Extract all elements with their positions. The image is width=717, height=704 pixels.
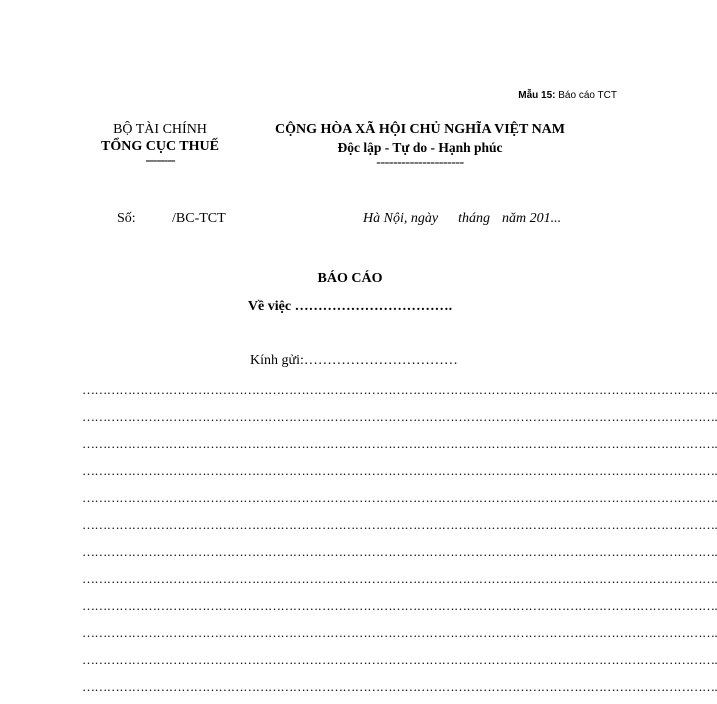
body-line: ………………………………………………………………………………………………………………………………………. bbox=[82, 652, 717, 667]
form-label-code: Mẫu 15: bbox=[518, 90, 556, 101]
country-name: CỘNG HÒA XÃ HỘI CHỦ NGHĨA VIỆT NAM bbox=[274, 122, 565, 137]
form-label-text: Báo cáo TCT bbox=[558, 90, 617, 101]
recipient-line: Kính gửi:…………………………… bbox=[250, 353, 458, 368]
body-text-area bbox=[82, 380, 717, 704]
body-line: ………………………………………………………………………………………………………………………………………. bbox=[82, 382, 717, 397]
national-header bbox=[270, 121, 570, 169]
body-line: ………………………………………………………………………………………………………………………………………. bbox=[82, 436, 717, 451]
national-motto: Độc lập - Tự do - Hạnh phúc bbox=[337, 140, 503, 155]
ministry-name: BỘ TÀI CHÍNH bbox=[113, 122, 207, 137]
body-line: ………………………………………………………………………………………………………………………………………. bbox=[82, 463, 717, 478]
date-month: tháng bbox=[458, 211, 490, 226]
date-place-day: Hà Nội, ngày bbox=[363, 211, 439, 226]
form-label bbox=[518, 90, 617, 101]
place-and-date bbox=[363, 211, 561, 227]
issuing-authority bbox=[90, 121, 230, 167]
document-number-suffix: /BC-TCT bbox=[172, 211, 226, 226]
document-subject: Về việc ……………………………. bbox=[247, 299, 453, 314]
document-title: BÁO CÁO bbox=[317, 271, 383, 286]
date-year: năm 201... bbox=[501, 211, 562, 226]
body-line: ………………………………………………………………………………………………………………………………………. bbox=[82, 517, 717, 532]
body-line: ………………………………………………………………………………………………………………………………………. bbox=[82, 409, 717, 424]
body-line: ………………………………………………………………………………………………………………………………………. bbox=[82, 625, 717, 640]
department-name: TỔNG CỤC THUẾ bbox=[101, 139, 219, 154]
authority-separator: -------- bbox=[145, 153, 175, 168]
body-line: ………………………………………………………………………………………………………………………………………. bbox=[82, 571, 717, 586]
national-separator: --------------------- bbox=[376, 155, 464, 170]
body-line: ………………………………………………………………………………………………………………………………………. bbox=[82, 490, 717, 505]
body-line: ………………………………………………………………………………………………………………………………………. bbox=[82, 598, 717, 613]
body-line: ………………………………………………………………………………………………………………………………………. bbox=[82, 544, 717, 559]
body-line: ………………………………………………………………………………………………………………………………………. bbox=[82, 679, 717, 694]
document-number-label: Số: bbox=[117, 211, 136, 226]
